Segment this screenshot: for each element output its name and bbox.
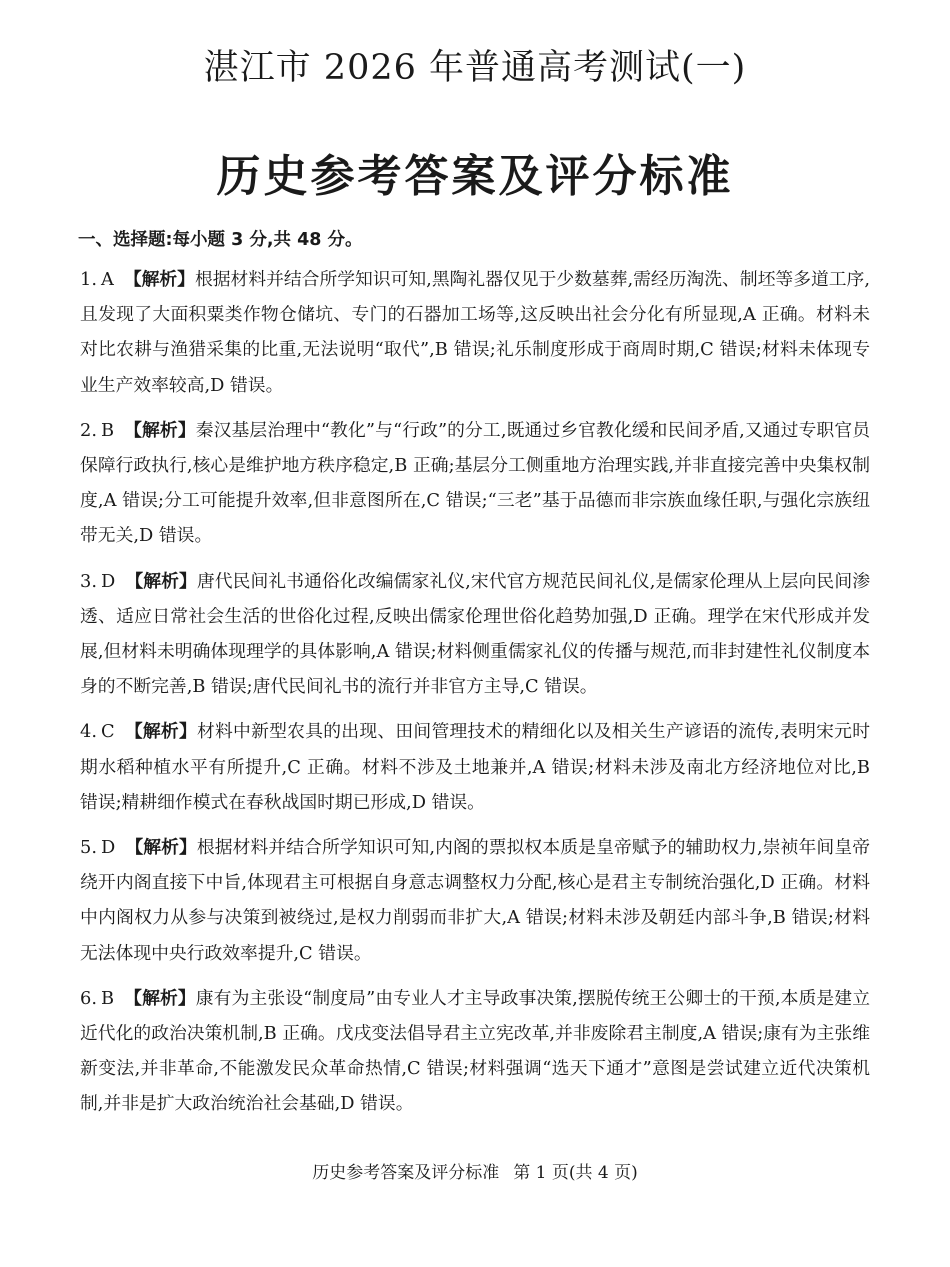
analysis-text: 根据材料并结合所学知识可知,内阁的票拟权本质是皇帝赋予的辅助权力,崇祯年间皇帝绕开内阁直接下中旨,体现君主可根据自身意志调整权力分配,核心是君主专制统治强化,D 正确。材料中内阁权力从参与决策到被绕过,是权力削弱而非扩大,A 错误;材料未涉及朝廷内部斗争,B 错误;材料无法体现中央行政效率提升,C 错误。 <box>80 837 870 964</box>
analysis-tag: 【解析】 <box>124 721 197 743</box>
analysis-tag: 【解析】 <box>124 419 196 441</box>
analysis-text: 材料中新型农具的出现、田间管理技术的精细化以及相关生产谚语的流传,表明宋元时期水稻种植水平有所提升,C 正确。材料不涉及土地兼并,A 错误;材料未涉及南北方经济地位对比,B 错误;精耕细作模式在春秋战国时期已形成,D 错误。 <box>80 721 870 813</box>
footer-doc-name: 历史参考答案及评分标准 <box>312 1163 500 1183</box>
page-footer <box>0 1158 950 1183</box>
answer-item <box>80 981 870 1122</box>
analysis-tag: 【解析】 <box>124 987 196 1009</box>
answer-choice: C <box>100 721 115 743</box>
exam-title: 湛江市 2026 年普通高考测试(一) <box>203 48 747 88</box>
answer-item <box>80 564 870 705</box>
footer-page-info: 第 1 页(共 4 页) <box>513 1163 638 1183</box>
answer-item <box>80 413 870 554</box>
question-number: 2. <box>80 419 97 441</box>
answer-choice: B <box>100 987 115 1009</box>
document-title: 历史参考答案及评分标准 <box>216 151 734 202</box>
answer-choice: A <box>100 269 114 290</box>
analysis-text: 唐代民间礼书通俗化改编儒家礼仪,宋代官方规范民间礼仪,是儒家伦理从上层向民间渗透、适应日常社会生活的世俗化过程,反映出儒家伦理世俗化趋势加强,D 正确。理学在宋代形成并发展,但材料未明确体现理学的具体影响,A 错误;材料侧重儒家礼仪的传播与规范,而非封建性礼仪制度本身的不断完善,B 错误;唐代民间礼书的流行并非官方主导,C 错误。 <box>80 570 870 698</box>
question-number: 1. <box>80 269 97 290</box>
question-number: 3. <box>80 570 97 592</box>
answer-item <box>80 262 870 403</box>
analysis-tag: 【解析】 <box>123 269 195 290</box>
answer-item <box>80 714 870 820</box>
analysis-text: 秦汉基层治理中“教化”与“行政”的分工,既通过乡官教化缓和民间矛盾,又通过专职官员保障行政执行,核心是维护地方秩序稳定,B 正确;基层分工侧重地方治理实践,并非直接完善中央集权制度,A 错误;分工可能提升效率,但非意图所在,C 错误;“三老”基于品德而非宗族血缘任职,与强化宗族纽带无关,D 错误。 <box>80 419 870 547</box>
answer-choice: D <box>100 837 116 859</box>
question-number: 5. <box>80 837 97 859</box>
answer-item <box>80 830 870 971</box>
analysis-text: 根据材料并结合所学知识可知,黑陶礼器仅见于少数墓葬,需经历淘洗、制坯等多道工序,且发现了大面积粟类作物仓储坑、专门的石器加工场等,这反映出社会分化有所显现,A 正确。材料未对比农耕与渔猎采集的比重,无法说明“取代”,B 错误;礼乐制度形成于商周时期,C 错误;材料未体现专业生产效率较高,D 错误。 <box>80 269 870 396</box>
question-number: 6. <box>80 987 97 1009</box>
question-number: 4. <box>80 721 97 743</box>
answer-list <box>80 262 870 1132</box>
answer-choice: B <box>100 419 115 441</box>
answer-choice: D <box>100 570 116 592</box>
analysis-text: 康有为主张设“制度局”由专业人才主导政事决策,摆脱传统王公卿士的干预,本质是建立近代化的政治决策机制,B 正确。戊戌变法倡导君主立宪改革,并非废除君主制度,A 错误;康有为主张维新变法,并非革命,不能激发民众革命热情,C 错误;材料强调“选天下通才”意图是尝试建立近代决策机制,并非是扩大政治统治社会基础,D 错误。 <box>80 987 870 1115</box>
analysis-tag: 【解析】 <box>125 837 197 859</box>
analysis-tag: 【解析】 <box>125 570 197 592</box>
section-heading: 一、选择题:每小题 3 分,共 48 分。 <box>78 230 363 250</box>
